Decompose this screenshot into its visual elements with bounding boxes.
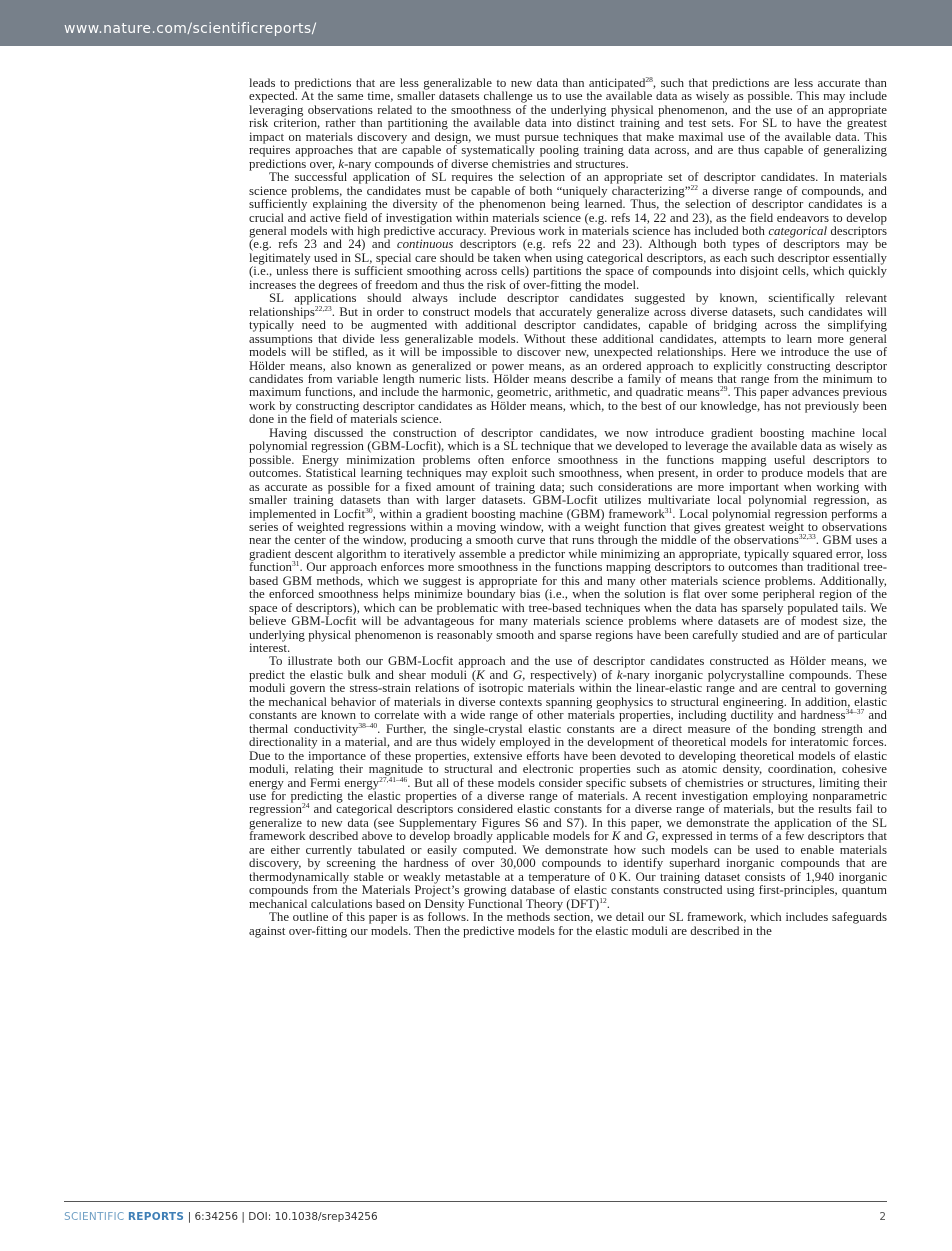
body-paragraph <box>249 171 887 292</box>
italic-term: K <box>476 667 485 682</box>
paragraph-text: . But all of these models consider specific subsets of chemistries or structures, limiting their use for predicting the elastic properties of a diverse range of materials. A recent investigation employing nonparametric regression <box>249 775 887 817</box>
citation-reference[interactable]: 22 <box>690 182 698 192</box>
italic-term: k <box>616 667 623 682</box>
journal-name-bold: REPORTS <box>127 1211 185 1223</box>
footer-citation <box>64 1211 378 1223</box>
paragraph-text: and <box>484 667 513 682</box>
italic-term: G <box>512 667 523 682</box>
citation-reference[interactable]: 32,33 <box>798 532 816 542</box>
paragraph-text: , such that predictions are less accurate than expected. At the same time, smaller datasets challenge us to use the available data as wisely as possible. This may include leveraging observations related to the smoothness of the underlying physical phenomenon, and the use of an appropriate risk criterion, rather than partitioning the available data into distinct training and test sets. For SL to have the greatest impact on materials discovery and design, we must pursue techniques that make maximal use of the available data. This requires approaches that are capable of systematically pooling training data across, and are thus capable of generalizing predictions over, <box>249 76 887 171</box>
citation-reference[interactable]: 29 <box>719 384 728 394</box>
citation-reference[interactable]: 22,23 <box>314 303 332 313</box>
citation-reference[interactable]: 38–40 <box>358 720 378 730</box>
paragraph-text: . But in order to construct models that accurately generalize across diverse datasets, such candidates will typically need to be augmented with additional descriptor candidates, capable of bridging across the simplifying assumptions that divide less generalizable models. Without these additional candidates, attempts to learn more general models will be stifled, as it will be impossible to discover new, unexpected relationships. Here we introduce the use of Hölder means, also known as generalized or power means, as an ordered approach to explicitly constructing descriptor candidates from variable length numeric lists. Hölder means describe a family of means that range from the minimum to maximum functions, and include the harmonic, geometric, arithmetic, and quadratic means <box>249 304 887 400</box>
paragraph-text: . Local polynomial regression performs a series of weighted regressions within a moving window, with a weight function that gives greatest weight to observations near the center of the window, producing a smooth curve that runs through the middle of the observations <box>249 506 887 548</box>
paragraph-text: , expressed in terms of a few descriptors that are either currently tabulated or easily computed. We demonstrate how such models can be used to enable materials discovery, by screening the hardness of over 30,000 compounds to identify superhard inorganic compounds that are thermodynamically stable or weakly metastable at a temperature of 0 K. Our training dataset consists of 1,940 inorganic compounds from the Materials Project’s growing database of elastic constants constructed using first-principles, quantum mechanical calculations based on Density Functional Theory (DFT) <box>249 829 887 911</box>
citation-reference[interactable]: 34–37 <box>845 707 865 717</box>
paragraph-text: -nary inorganic polycrystalline compounds. These moduli govern the stress-strain relations of isotropic materials within the linear-elastic range and are central to governing the mechanical behavior of materials in diverse contexts spanning geophysics to structural engineering. In addition, elastic constants are known to correlate with a wide range of other materials properties, including ductility and hardness <box>249 667 887 723</box>
citation-reference[interactable]: 30 <box>365 505 373 515</box>
citation-reference[interactable]: 31 <box>664 505 673 515</box>
body-paragraph <box>249 77 887 171</box>
paragraph-text: . Further, the single-crystal elastic constants are a direct measure of the bonding strength and directionality in a material, and are thus widely employed in the development of theoretical models for interatomic forces. Due to the importance of these properties, extensive efforts have been devoted to developing theoretical models of elastic moduli, relating their magnitude to structural and electronic properties such as atomic density, coordination, cohesive energy and Fermi energy <box>249 721 887 790</box>
italic-term: continuous <box>396 237 454 252</box>
italic-term: K <box>611 829 621 844</box>
citation-reference[interactable]: 31 <box>291 559 300 569</box>
paragraph-text: SL applications should always include descriptor candidates suggested by known, scientifically relevant relationships <box>249 291 887 319</box>
paragraph-text: -nary compounds of diverse chemistries and structures. <box>344 156 629 171</box>
journal-url[interactable]: www.nature.com/scientificreports/ <box>64 21 317 37</box>
italic-term: k <box>338 156 345 171</box>
paragraph-text: . This paper advances previous work by constructing descriptor candidates as Hölder means, which, to the best of our knowledge, has not previously been done in the field of materials science. <box>249 385 888 427</box>
body-paragraph <box>249 655 887 911</box>
body-paragraph <box>249 427 887 656</box>
italic-term: categorical <box>768 223 828 238</box>
paragraph-text: , respectively) of <box>522 667 617 682</box>
italic-term: G <box>645 829 656 844</box>
paragraph-text: The outline of this paper is as follows. In the methods section, we detail our SL framework, which includes safeguards against over-fitting our models. Then the predictive models for the elastic moduli are described in the <box>249 910 887 938</box>
paragraph-text: . <box>606 896 610 911</box>
paragraph-text: . Our approach enforces more smoothness in the functions mapping descriptors to outcomes than traditional tree-based GBM methods, which we suggest is appropriate for this and many other materials science problems. Additionally, the enforced smoothness helps minimize boundary bias (i.e., when the solution is flat over some peripheral region of the space of descriptors), which can be problematic with tree-based techniques when the data has sparsely populated tails. We believe GBM-Locfit will be advantageous for many materials science problems where datasets are of modest size, the underlying physical phenomenon is reasonably smooth and sparse regions have been carefully studied and are of particular interest. <box>249 560 887 656</box>
paragraph-text: and thermal conductivity <box>249 708 887 736</box>
citation-reference[interactable]: 28 <box>645 75 653 84</box>
header-bar <box>0 0 952 46</box>
page-number: 2 <box>879 1211 886 1223</box>
paragraph-text: , within a gradient boosting machine (GBM) framework <box>372 506 665 521</box>
journal-name-light: SCIENTIFIC <box>64 1211 125 1223</box>
paragraph-text: Having discussed the construction of descriptor candidates, we now introduce gradient boosting machine local polynomial regression (GBM-Locfit), which is a SL technique that we developed to leverage the available data as wisely as possible. Energy minimization problems often enforce smoothness in the functions mapping useful descriptors to outcomes. Statistical learning techniques may exploit such smoothness, when present, in order to produce models that are as accurate as possible for a fixed amount of training data; such considerations are more important when working with smaller training datasets than with larger datasets. GBM-Locfit utilizes multivariate local polynomial regression, as implemented in Locfit <box>249 425 887 521</box>
paragraph-text: a diverse range of compounds, and sufficiently explaining the diversity of the phenomenon being learned. Thus, the selection of descriptor candidates is a crucial and active field of investigation within materials science (e.g. refs 14, 22 and 23), as the field endeavors to develop general models with high predictive accuracy. Previous work in materials science has included both <box>249 183 887 238</box>
paragraph-text: . GBM uses a gradient descent algorithm to iteratively assemble a predictor while minimizing an appropriate, typically squared error, loss function <box>249 533 887 575</box>
body-paragraph <box>249 292 887 427</box>
article-body <box>249 77 887 938</box>
footer-divider <box>64 1201 887 1202</box>
citation-reference[interactable]: 12 <box>599 895 607 905</box>
citation-reference[interactable]: 24 <box>301 801 310 811</box>
citation-text: | 6:34256 | DOI: 10.1038/srep34256 <box>184 1211 378 1223</box>
paragraph-text: descriptors (e.g. refs 23 and 24) and <box>249 223 887 252</box>
paragraph-text: leads to predictions that are less generalizable to new data than anticipated <box>249 76 646 90</box>
paragraph-text: descriptors (e.g. refs 22 and 23). Although both types of descriptors may be legitimately used in SL, special care should be taken when using categorical descriptors, as each such descriptor essentially (i.e., unless there is sufficient smoothing across cells) partitions the space of compounds into disjoint cells, which quickly increases the degrees of freedom and thus the risk of over-fitting the model. <box>249 237 887 292</box>
paragraph-text: The successful application of SL requires the selection of an appropriate set of descriptor candidates. In materials science problems, the candidates must be capable of both “uniquely characterizing” <box>249 170 887 198</box>
paragraph-text: To illustrate both our GBM-Locfit approach and the use of descriptor candidates constructed as Hölder means, we predict the elastic bulk and shear moduli ( <box>249 654 887 682</box>
paragraph-text: and categorical descriptors considered elastic constants for a diverse range of materials, but the results fail to generalize to new data (see Supplementary Figures S6 and S7). In this paper, we demonstrate the application of the SL framework described above to develop broadly applicable models for <box>249 802 887 844</box>
body-paragraph <box>249 911 887 938</box>
citation-reference[interactable]: 27,41–46 <box>379 774 408 784</box>
paragraph-text: and <box>620 829 646 844</box>
